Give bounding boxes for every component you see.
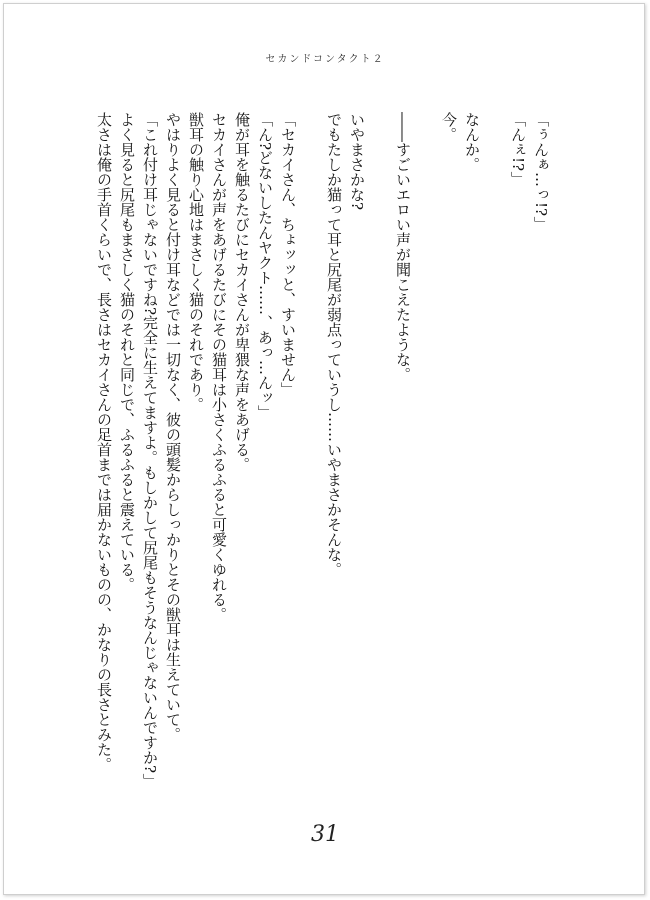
text-line: 「ん?どないしたんヤクト……、あっ…んッ」 bbox=[256, 112, 274, 421]
text-line: ――すごいエロい声が聞こえたような。 bbox=[394, 112, 412, 382]
text-line: 獣耳の触り心地はまさしく猫のそれであり。 bbox=[187, 112, 205, 412]
text-line: やはりよく見ると付け耳などでは一切なく、彼の頭髪からしっかりとその獣耳は生えていて。 bbox=[164, 112, 182, 742]
blank-line bbox=[414, 112, 437, 812]
page-number: 31 bbox=[311, 822, 339, 847]
text-line: セカイさんが声をあげるたびにその猫耳は小さくふるふると可愛くゆれる。 bbox=[210, 112, 228, 622]
text-line: でもたしか猫って耳と尻尾が弱点っていうし……いやまさかそんな。 bbox=[325, 112, 343, 577]
text-line: 「んぇ!?」 bbox=[509, 112, 527, 187]
text-line: なんか。 bbox=[463, 112, 481, 172]
text-line: 「セカイさん、ちょッッと、すいません」 bbox=[279, 112, 297, 397]
body-text bbox=[80, 112, 552, 812]
running-title: セカンドコンタクト２ bbox=[265, 54, 385, 65]
text-line: 太さは俺の手首くらいで、長さはセカイさんの足首までは届かないものの、かなりの長さとみた。 bbox=[95, 112, 113, 772]
text-line: 「これ付け耳じゃないですね?完全に生えてますよ。もしかして尻尾もそうなんじゃないんですか?」 bbox=[141, 112, 159, 789]
text-line: 俺が耳を触るたびにセカイさんが卑猥な声をあげる。 bbox=[233, 112, 251, 472]
blank-line bbox=[299, 112, 322, 812]
text-line: 今。 bbox=[440, 112, 458, 142]
text-line: よく見ると尻尾もまさしく猫のそれと同じで、ふるふると震えている。 bbox=[118, 112, 136, 592]
blank-line bbox=[483, 112, 506, 812]
text-line: 「ぅんぁ…っ!?」 bbox=[532, 112, 550, 232]
text-line: いやまさかな? bbox=[348, 112, 366, 211]
blank-line bbox=[368, 112, 391, 812]
